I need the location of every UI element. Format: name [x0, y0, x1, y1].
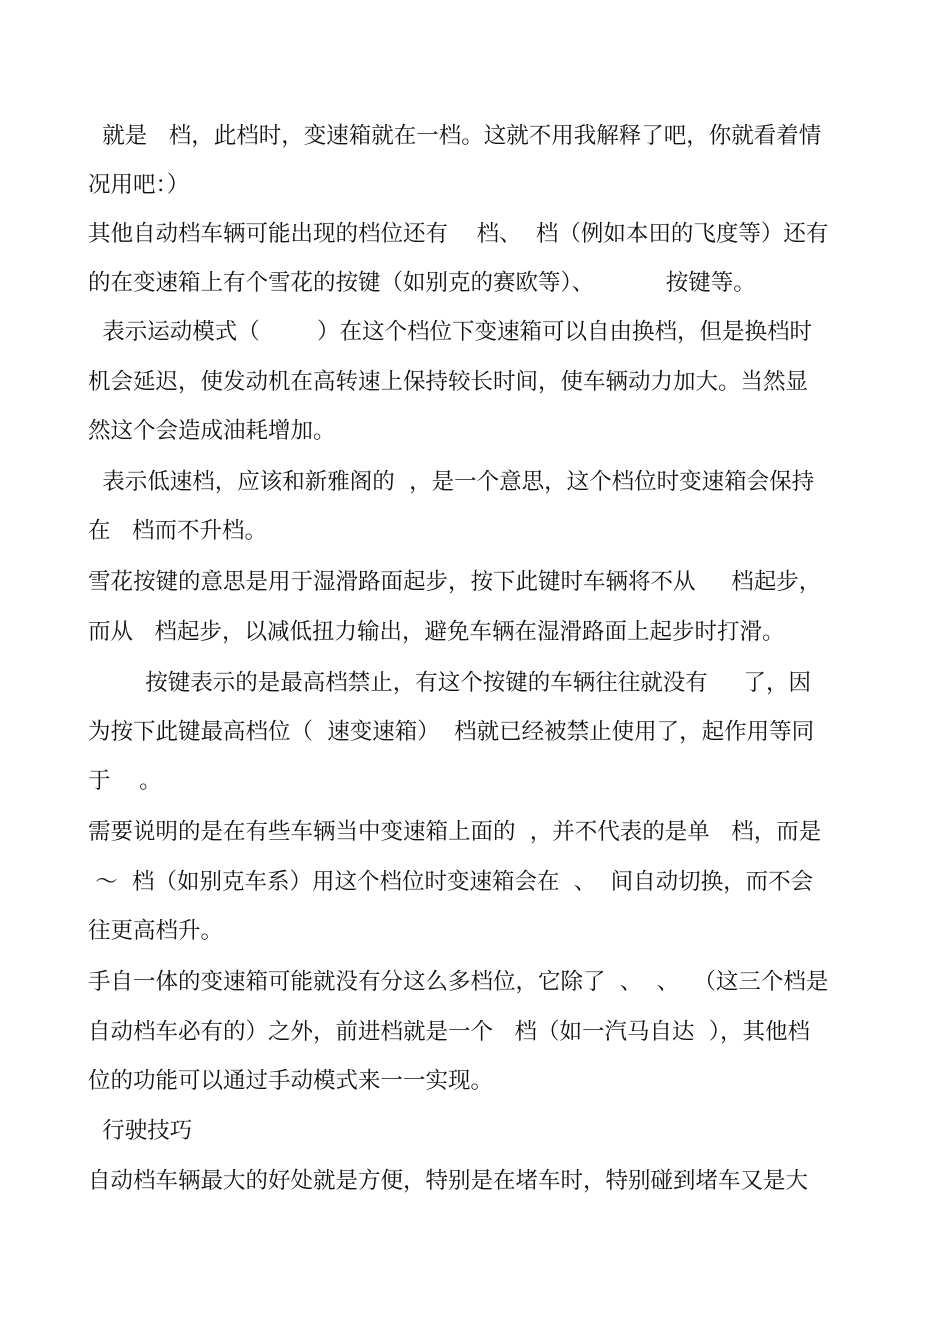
text-line: 按键表示的是最高档禁止，有这个按键的车辆往往就没有 了，因: [88, 670, 811, 696]
text-line: 在 档而不升档。: [88, 518, 267, 544]
text-line: 的在变速箱上有个雪花的按键（如别克的赛欧等）、 按键等。: [88, 270, 756, 296]
text-line: 况用吧：）: [88, 172, 190, 198]
text-line: 机会延迟，使发动机在高转速上保持较长时间，使车辆动力加大。当然显: [88, 369, 809, 395]
text-line: 雪花按键的意思是用于湿滑路面起步，按下此键时车辆将不从 档起步，: [88, 569, 822, 595]
text-line: 手自一体的变速箱可能就没有分这么多档位，它除了 、 、 （这三个档是: [88, 969, 829, 995]
text-line: 往更高档升。: [88, 918, 224, 944]
text-line: 自动档车辆最大的好处就是方便，特别是在堵车时，特别碰到堵车又是大: [88, 1168, 809, 1194]
text-line: 需要说明的是在有些车辆当中变速箱上面的 ，并不代表的是单 档，而是: [88, 819, 822, 845]
text-line: 位的功能可以通过手动模式来一一实现。: [88, 1068, 494, 1094]
text-line: 表示低速档，应该和新雅阁的 ，是一个意思，这个档位时变速箱会保持: [88, 469, 815, 495]
text-line: 为按下此键最高档位（ 速变速箱） 档就已经被禁止使用了，起作用等同: [88, 719, 815, 745]
text-line: 然这个会造成油耗增加。: [88, 418, 336, 444]
section-heading: 行驶技巧: [88, 1118, 193, 1144]
text-line: 就是 档，此档时，变速箱就在一档。这就不用我解释了吧，你就看着情: [88, 123, 822, 149]
text-line: 自动档车必有的）之外，前进档就是一个 档（如一汽马自达 ），其他档: [88, 1019, 811, 1045]
text-line: ～ 档（如别克车系）用这个档位时变速箱会在 、 间自动切换，而不会: [88, 869, 814, 895]
text-line: 其他自动档车辆可能出现的档位还有 档、 档（例如本田的飞度等）还有: [88, 221, 829, 247]
text-line: 而从 档起步，以减低扭力输出，避免车辆在湿滑路面上起步时打滑。: [88, 619, 785, 645]
text-line: 表示运动模式（ ）在这个档位下变速箱可以自由换档，但是换档时: [88, 319, 813, 345]
text-line: 于 。: [88, 768, 162, 794]
